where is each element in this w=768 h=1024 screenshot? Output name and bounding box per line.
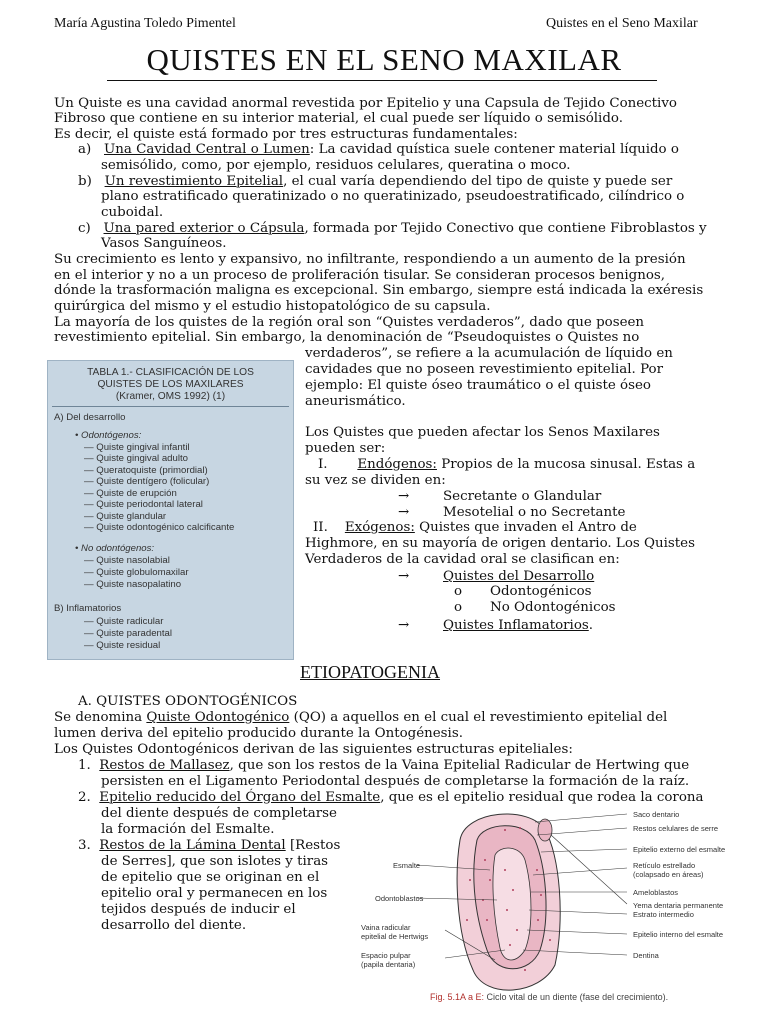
growth-line-2: en el interior y no a un proceso de proliferación tisular. Se consideran procesos benignos, [54, 268, 666, 283]
roman-numeral: II. [313, 520, 328, 535]
intro-line-2: Fibroso que contiene en su interior material, el cual puede ser líquido o semisólido. [54, 111, 623, 126]
right-line-12: Highmore, en su mayoría de origen dentario. Los Quistes [305, 536, 695, 551]
fig-label: Ameloblastos [633, 888, 679, 897]
item-3-text: [Restos [285, 838, 341, 853]
structure-b-line-2: plano estratificado queratinizado o no queratinizado, pseudoestratificado, cilíndrico o [101, 189, 685, 204]
structure-b-text: , el cual varía dependiendo del tipo de quiste y puede ser [283, 174, 673, 189]
structure-a-text: : La cavidad quística suele contener material líquido o [309, 142, 679, 157]
structure-c-line-2: Vasos Sanguíneos. [101, 236, 227, 251]
etio-def-rest: (QO) a aquellos en el cual el revestimiento epitelial del [289, 710, 668, 725]
tooth-development-figure [355, 800, 755, 1000]
sub-mesotelial: Mesotelial o no Secretante [443, 505, 626, 520]
structure-b-line-3: cuboidal. [101, 205, 164, 220]
classification-table [47, 360, 294, 660]
table-row: — Quiste dentígero (folicular) [84, 476, 210, 487]
table-row: — Quiste radicular [84, 616, 164, 627]
table-odonto-heading: • Odontógenos: [75, 430, 142, 441]
caption-figure-number: Fig. 5.1A a E: [430, 992, 485, 1002]
list-marker: b) [78, 174, 92, 189]
fig-label: Dentina [633, 951, 659, 960]
header-topic: Quistes en el Seno Maxilar [546, 16, 698, 31]
term-exogenos: Exógenos: [344, 520, 415, 535]
dental-papilla-shape [493, 848, 531, 960]
fig-label: Epitelio interno del esmalte [633, 930, 724, 939]
growth-line-4: quirúrgica del mismo y el estudio histopatológico de su capsula. [54, 299, 491, 314]
table-row: — Quiste paradental [84, 628, 172, 639]
term-endogenos: Endógenos: [357, 457, 437, 472]
title-underline [107, 80, 657, 81]
item-2-line-2: del diente después de completarse [101, 806, 337, 821]
page-title: QUISTES EN EL SENO MAXILAR [146, 42, 622, 77]
item-3-line-2: de Serres], que son islotes y tiras [101, 854, 329, 869]
growth-line-1: Su crecimiento es lento y expansivo, no infiltrante, respondiendo a un aumento de la presión [54, 252, 686, 267]
item-1-text: , que son los restos de la Vaina Epitelial Radicular de Hertwing que [229, 758, 690, 773]
fig-label: (colapsado en áreas) [633, 870, 704, 879]
fig-label: Epitelio externo del esmalte [633, 845, 726, 854]
sub-no-odontogenicos: No Odontogénicos [490, 600, 616, 615]
fig-label: Estrato intermedio [633, 910, 694, 919]
arrow-icon: → [398, 505, 410, 520]
table-row: — Quiste residual [84, 640, 161, 651]
bullet-icon: o [454, 600, 463, 615]
arrow-icon: → [398, 618, 410, 633]
growth-line-6: revestimiento epitelial. Sin embargo, la denominación de “Pseudoquistes o Quistes no [54, 330, 640, 345]
etio-def-line-1 [54, 710, 667, 726]
fig-label: (papila dentaria) [361, 960, 416, 969]
intro-line-1: Un Quiste es una cavidad anormal revestida por Epitelio y una Capsula de Tejido Conectivo [54, 96, 677, 111]
subsection-a: A. QUISTES ODONTOGÉNICOS [78, 694, 298, 709]
period: . [588, 618, 594, 633]
roman-numeral: I. [318, 457, 328, 472]
term-quiste-odontogenico: Quiste Odontogénico [146, 710, 290, 725]
table-title-3: (Kramer, OMS 1992) (1) [115, 391, 226, 402]
right-line-2: cavidades que no poseen revestimiento epitelial. Por [305, 362, 664, 377]
bullet-icon: o [454, 584, 463, 599]
sub-secretante: Secretante o Glandular [443, 489, 602, 504]
table-row: — Quiste nasolabial [84, 555, 170, 566]
right-line-5: Los Quistes que pueden afectar los Senos Maxilares [305, 425, 660, 440]
table-row: — Quiste glandular [84, 511, 167, 522]
table-row: — Quiste gingival infantil [84, 442, 190, 453]
table-rule [52, 406, 289, 407]
growth-line-5: La mayoría de los quistes de la región oral son “Quistes verdaderos”, dado que poseen [54, 315, 645, 330]
table-title-2: QUISTES DE LOS MAXILARES [97, 379, 244, 390]
arrow-icon: → [398, 489, 410, 504]
exogenos-text: Quistes que invaden el Antro de [414, 520, 637, 535]
table-row: — Quiste odontogénico calcificante [84, 522, 235, 533]
list-number: 3. [78, 838, 91, 853]
term-inflamatorios: Quistes Inflamatorios [443, 618, 589, 633]
table-section-b: B) Inflamatorios [54, 603, 122, 614]
table-section-a: A) Del desarrollo [54, 412, 126, 423]
intro-line-3: Es decir, el quiste está formado por tres estructuras fundamentales: [54, 127, 518, 142]
structure-b [78, 174, 672, 190]
right-line-13: Verdaderos de la cavidad oral se clasifican en: [305, 552, 620, 567]
figure-caption [430, 992, 668, 1002]
fig-label: Vaina radicular [361, 923, 411, 932]
structure-a-line-2: semisólido, como, por ejemplo, residuos celulares, queratina o moco. [101, 158, 571, 173]
structure-c-text: , formada por Tejido Conectivo que contiene Fibroblastos y [304, 221, 707, 236]
right-line-1: verdaderos”, se refiere a la acumulación de líquido en [305, 346, 673, 361]
right-line-6: pueden ser: [305, 441, 386, 456]
table-non-odonto-heading: • No odontógenos: [75, 543, 155, 554]
fig-label: Retículo estrellado [633, 861, 696, 870]
table-row: — Quiste globulomaxilar [84, 567, 189, 578]
table-title-1: TABLA 1.- CLASIFICACIÓN DE LOS [87, 367, 254, 378]
sub-desarrollo: Quistes del Desarrollo [443, 569, 595, 584]
list-marker: a) [78, 142, 92, 157]
section-heading: ETIOPATOGENIA [300, 662, 441, 682]
table-row: — Quiste nasopalatino [84, 579, 182, 590]
table-row: — Queratoquiste (primordial) [84, 465, 208, 476]
exogenos-line [313, 520, 637, 536]
sub-odontogenicos: Odontogénicos [490, 584, 592, 599]
right-line-3: ejemplo: El quiste óseo traumático o el quiste óseo [305, 378, 651, 393]
fig-label: Odontoblastos [375, 894, 424, 903]
fig-label: Saco dentario [633, 810, 680, 819]
item-3-line-4: epitelio oral y permanecen en los [101, 886, 328, 901]
term-lamina-dental: Restos de la Lámina Dental [99, 838, 286, 853]
term-epitelio-reducido: Epitelio reducido del Órgano del Esmalte [99, 790, 381, 805]
item-3-line-3: de epitelio que se originan en el [101, 870, 320, 885]
fig-label: Yema dentaria permanente [633, 901, 724, 910]
item-2-text: , que es el epitelio residual que rodea la corona [380, 790, 704, 805]
numbered-item-3 [78, 838, 340, 854]
right-line-4: aneurismático. [305, 394, 406, 409]
fig-label: Esmalte [393, 861, 421, 870]
item-2-line-3: la formación del Esmalte. [101, 822, 275, 837]
arrow-icon: → [398, 569, 410, 584]
list-number: 2. [78, 790, 91, 805]
header-author: María Agustina Toledo Pimentel [54, 16, 236, 31]
growth-line-3: dónde la trasformación maligna es excepcional. Sin embargo, siempre está indicada la exéresis [54, 283, 704, 298]
table-row: — Quiste de erupción [84, 488, 177, 499]
etio-def-start: Se denomina [54, 710, 147, 725]
item-3-line-5: tejidos después de inducir el [101, 902, 296, 917]
fig-label: Restos celulares de serre [633, 824, 719, 833]
endogenos-text: Propios de la mucosa sinusal. Estas a [436, 457, 696, 472]
endogenos-line [318, 457, 695, 473]
etio-def-line-3: Los Quistes Odontogénicos derivan de las siguientes estructuras epiteliales: [54, 742, 573, 757]
caption-text: Ciclo vital de un diente (fase del crecimiento). [484, 992, 669, 1002]
structure-c [78, 221, 707, 237]
item-1-line-2: persisten en el Ligamento Periodontal después de completarse la formación de la raíz. [101, 774, 690, 789]
etio-def-line-2: lumen deriva del epitelio producido durante la Ontogénesis. [54, 726, 463, 741]
fig-label: epitelial de Hertwigs [361, 932, 429, 941]
term-epitelial: Un revestimiento Epitelial [104, 174, 284, 189]
list-number: 1. [78, 758, 91, 773]
structure-a [78, 142, 679, 158]
fig-label: Espacio pulpar [361, 951, 411, 960]
table-row: — Quiste periodontal lateral [84, 499, 203, 510]
list-marker: c) [78, 221, 91, 236]
sub-inflamatorios [443, 618, 593, 634]
item-3-line-6: desarrollo del diente. [101, 918, 247, 933]
right-line-8: su vez se dividen en: [305, 473, 446, 488]
term-lumen: Una Cavidad Central o Lumen [104, 142, 310, 157]
permanent-bud-shape [538, 819, 552, 841]
term-capsula: Una pared exterior o Cápsula [103, 221, 305, 236]
numbered-item-1 [78, 758, 689, 774]
term-mallasez: Restos de Mallasez [99, 758, 230, 773]
table-row: — Quiste gingival adulto [84, 453, 188, 464]
